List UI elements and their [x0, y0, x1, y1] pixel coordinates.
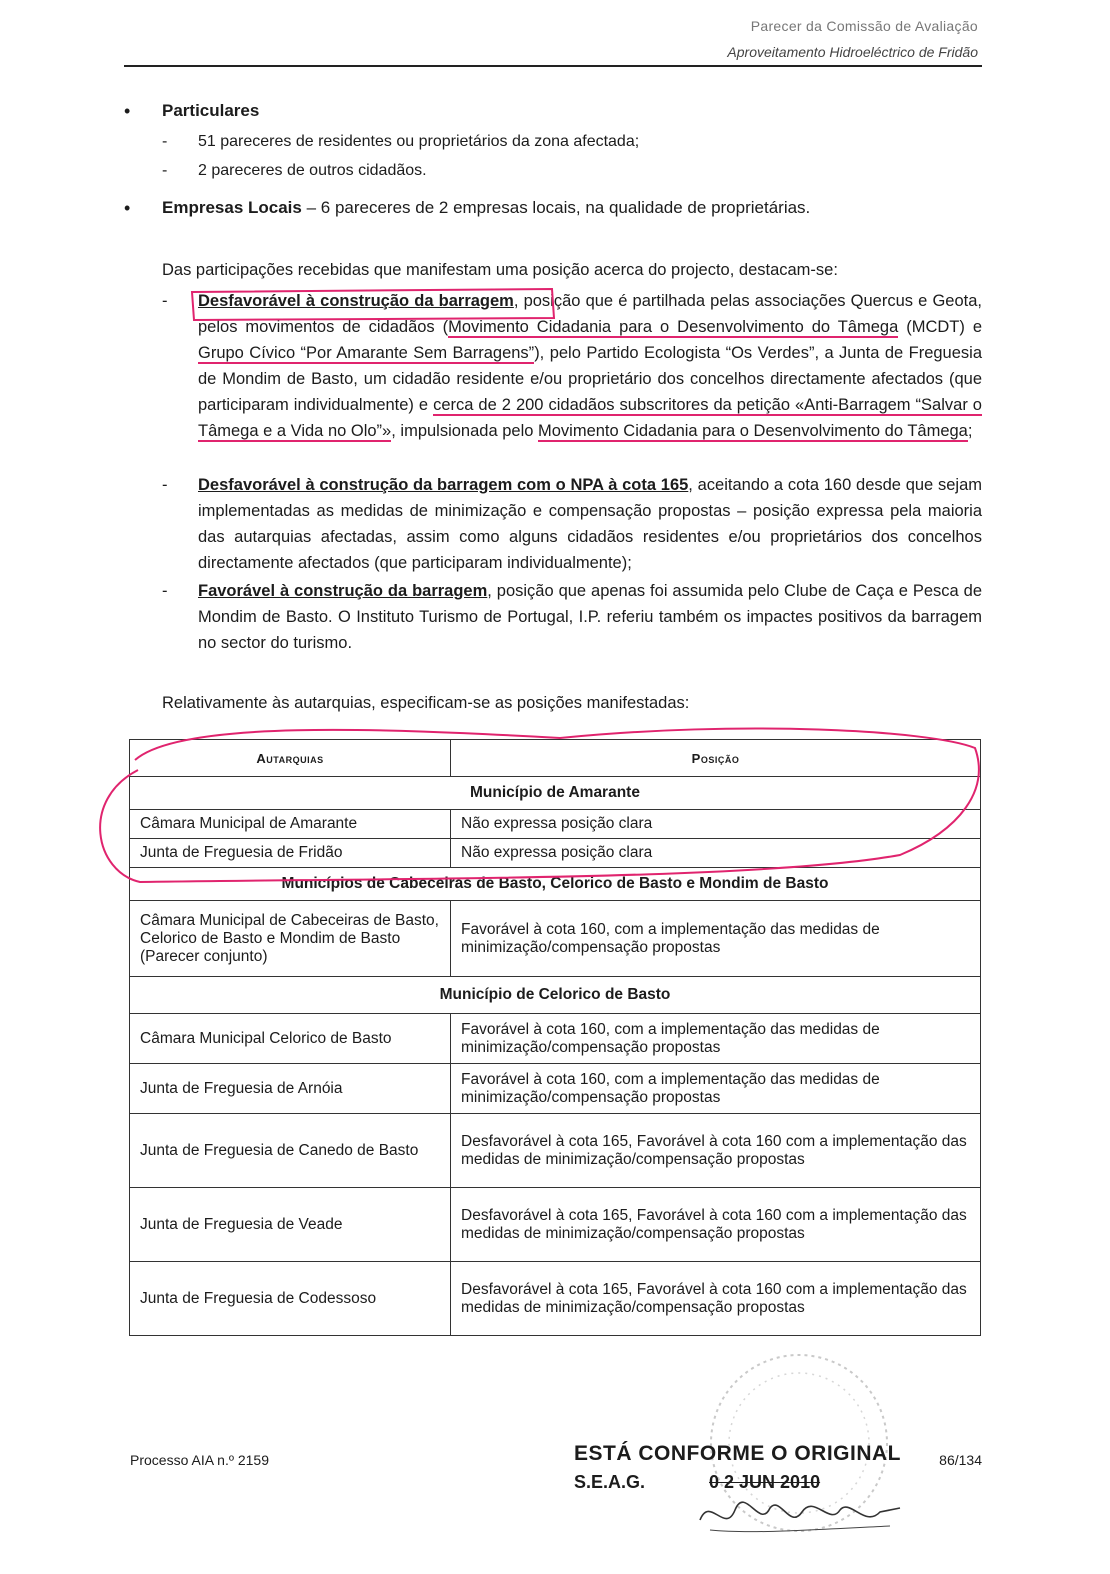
bullet-label: Empresas Locais [162, 198, 302, 217]
table-row [130, 1014, 981, 1064]
table-row [130, 810, 981, 839]
stamp-date: 0 2 JUN 2010 [709, 1472, 821, 1492]
position-cell: Não expressa posição clara [451, 810, 981, 839]
position-cell: Favorável à cota 160, com a implementação das medidas de minimização/compensação propostas [451, 901, 981, 977]
table-group-row [130, 977, 981, 1014]
position-text: , posição que apenas foi assumida pelo Clube de Caça e Pesca de Mondim de Basto. O Instituto Turismo de Portugal, I.P. referiu também os impactes positivos da barragem no sector do turismo. [198, 582, 982, 652]
column-header-autarquias: Autarquias [130, 740, 451, 777]
autarquia-cell: Câmara Municipal de Cabeceiras de Basto, Celorico de Basto e Mondim de Basto (Parecer conjunto) [130, 901, 451, 977]
bullet-text: – 6 pareceres de 2 empresas locais, na qualidade de proprietárias. [301, 198, 811, 217]
table-group-row [130, 777, 981, 810]
position-text: , impulsionada pelo [391, 422, 538, 440]
movement-name: Movimento Cidadania para o Desenvolvimento do Tâmega [538, 422, 968, 440]
petition-text: cerca de 2 200 cidadãos subscritores da petição «Anti-Barragem “Salvar o Tâmega e a Vida no Olo”» [198, 396, 982, 440]
table-row [130, 1188, 981, 1262]
position-heading: Desfavorável à construção da barragem [198, 292, 514, 310]
list-item-text: 2 pareceres de outros cidadãos. [198, 162, 427, 179]
stamp-org: S.E.A.G. [574, 1472, 646, 1492]
conformity-stamp: ESTÁ CONFORME O ORIGINAL [574, 1442, 901, 1465]
position-text: , posição que é partilhada pelas associações Quercus e Geota, pelos movimentos de cidadãos ( [198, 292, 982, 336]
position-cell: Não expressa posição clara [451, 839, 981, 868]
header-document-title: Parecer da Comissão de Avaliação [750, 18, 978, 34]
movement-name: Movimento Cidadania para o Desenvolvimento do Tâmega [448, 318, 899, 336]
autarquia-cell: Junta de Freguesia de Fridão [130, 839, 451, 868]
header-project-name: Aproveitamento Hidroeléctrico de Fridão [727, 44, 978, 60]
position-text: ), pelo Partido Ecologista “Os Verdes”, a Junta de Freguesia de Mondim de Basto, um cidadão residente e/ou proprietário dos concelhos directamente afectados (que participaram individualmente) e [198, 344, 983, 414]
column-header-posicao: Posição [451, 740, 981, 777]
positions-table [129, 739, 981, 1336]
autarquia-cell: Câmara Municipal Celorico de Basto [130, 1014, 451, 1064]
bullet-dot: • [124, 101, 131, 121]
autarquia-cell: Câmara Municipal de Amarante [130, 810, 451, 839]
process-number: Processo AIA n.º 2159 [130, 1452, 269, 1468]
table-intro: Relativamente às autarquias, especificam-se as posições manifestadas: [162, 694, 690, 712]
group-name: Município de Amarante [130, 777, 981, 810]
movement-name: Grupo Cívico “Por Amarante Sem Barragens” [198, 344, 535, 362]
table-row [130, 1262, 981, 1336]
position-cell: Desfavorável à cota 165, Favorável à cota 160 com a implementação das medidas de minimização/compensação propostas [451, 1114, 981, 1188]
position-text: ; [967, 422, 973, 440]
positions-intro: Das participações recebidas que manifestam uma posição acerca do projecto, destacam-se: [162, 261, 838, 279]
group-name: Municípios de Cabeceiras de Basto, Celorico de Basto e Mondim de Basto [130, 868, 981, 901]
table-group-row [130, 868, 981, 901]
header-divider [124, 65, 982, 67]
group-name: Município de Celorico de Basto [130, 977, 981, 1014]
page-number: 86/134 [939, 1452, 982, 1468]
table-row [130, 901, 981, 977]
position-cell: Favorável à cota 160, com a implementação das medidas de minimização/compensação propostas [451, 1014, 981, 1064]
position-text: , aceitando a cota 160 desde que sejam implementadas as medidas de minimização e compensação propostas – posição expressa pela maioria das autarquias afectadas, assim como alguns cidadãos residentes e/ou proprietários dos concelhos directamente afectados (que participaram individualmente); [198, 476, 982, 572]
position-text: (MCDT) e [898, 318, 983, 336]
table-header-row [130, 740, 981, 777]
position-cell: Favorável à cota 160, com a implementação das medidas de minimização/compensação propostas [451, 1064, 981, 1114]
position-heading: Desfavorável à construção da barragem com o NPA à cota 165 [198, 476, 689, 494]
handwritten-signature [690, 1490, 910, 1540]
autarquia-cell: Junta de Freguesia de Veade [130, 1188, 451, 1262]
bullet-dot: • [124, 198, 131, 218]
table-row [130, 1064, 981, 1114]
table-row [130, 839, 981, 868]
position-heading: Favorável à construção da barragem [198, 582, 488, 600]
bullet-label: Particulares [162, 101, 260, 120]
position-cell: Desfavorável à cota 165, Favorável à cota 160 com a implementação das medidas de minimização/compensação propostas [451, 1188, 981, 1262]
list-item-text: 51 pareceres de residentes ou proprietários da zona afectada; [198, 133, 640, 150]
autarquia-cell: Junta de Freguesia de Arnóia [130, 1064, 451, 1114]
autarquia-cell: Junta de Freguesia de Canedo de Basto [130, 1114, 451, 1188]
autarquia-cell: Junta de Freguesia de Codessoso [130, 1262, 451, 1336]
position-cell: Desfavorável à cota 165, Favorável à cota 160 com a implementação das medidas de minimização/compensação propostas [451, 1262, 981, 1336]
table-row [130, 1114, 981, 1188]
